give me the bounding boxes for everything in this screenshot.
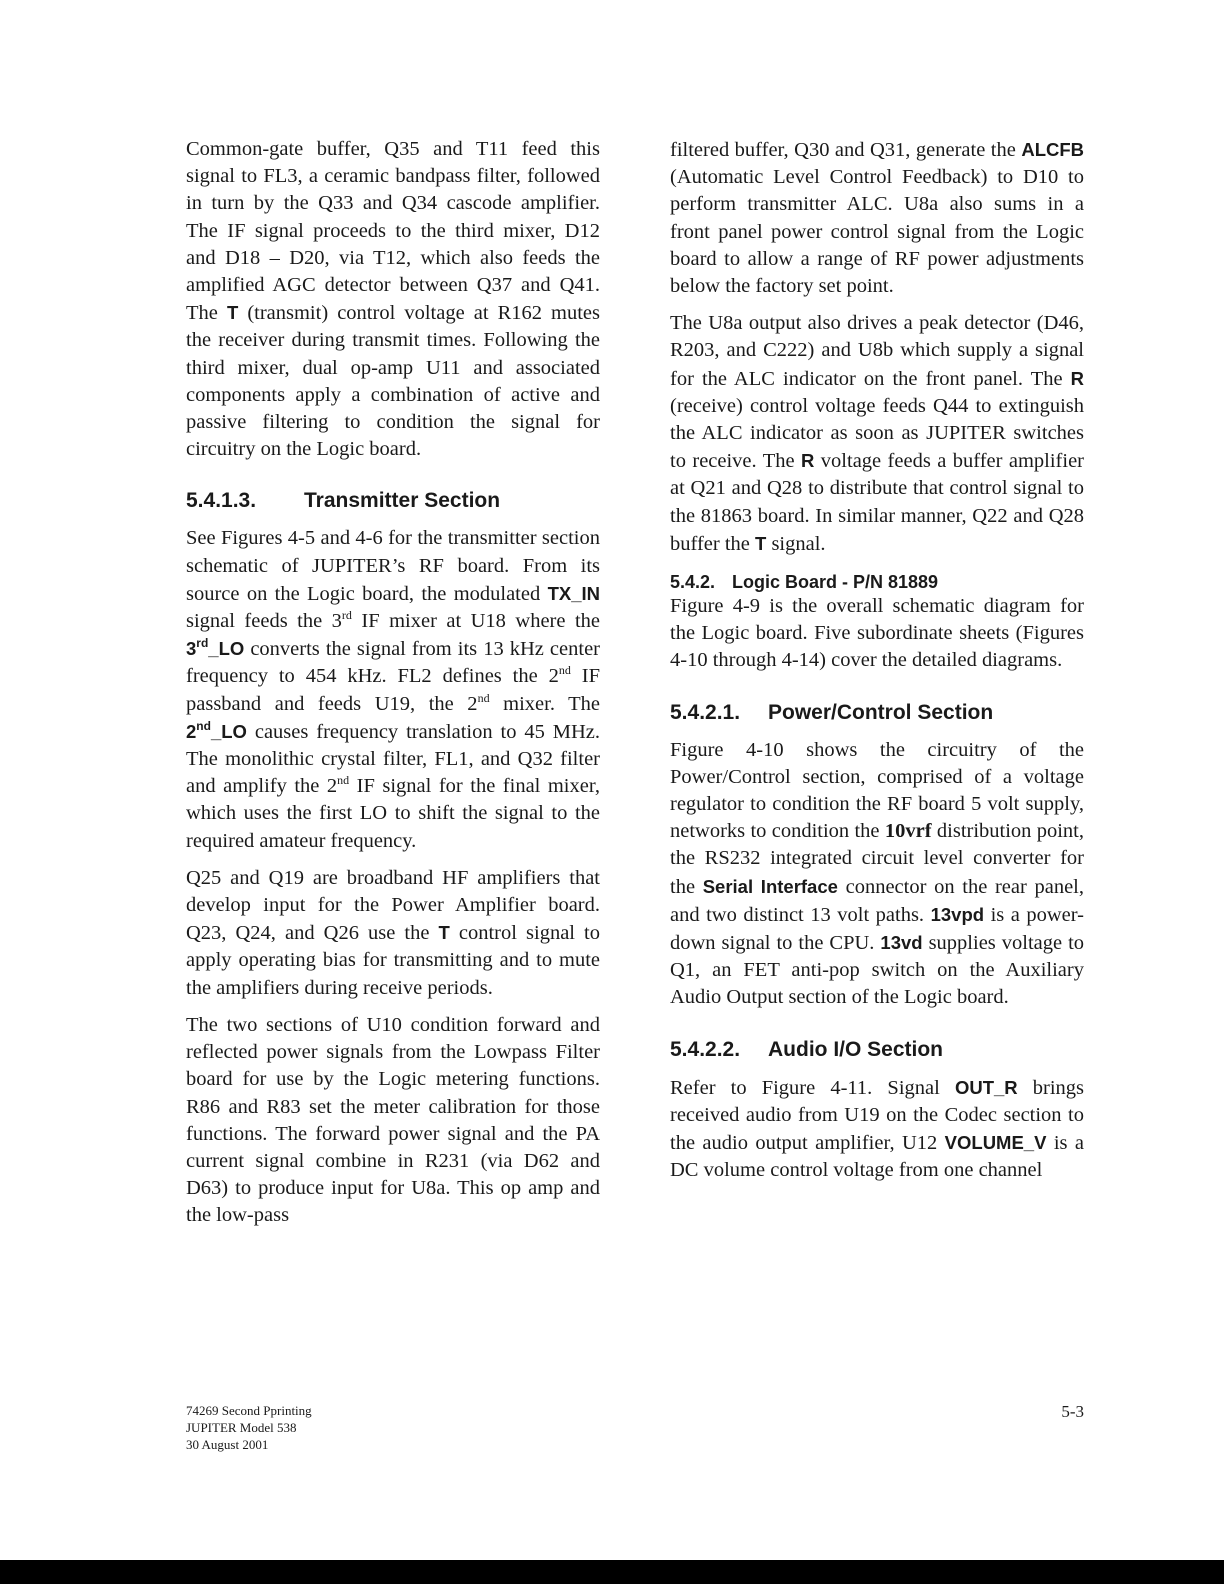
- page-number: 5-3: [1061, 1402, 1084, 1421]
- section-heading-transmitter: 5.4.1.3. Transmitter Section: [186, 489, 501, 513]
- paragraph: Common-gate buffer, Q35 and T11 feed this signal to FL3, a ceramic bandpass filter, followed in turn by the Q33 and Q34 cascode amplifier. The IF signal proceeds to the third mixer, D12 and D18 – D20, via T12, which also feeds the amplified AGC detector between Q37 and Q41. The T (transmit) control voltage at R162 mutes the receiver during transmit times. Following the third mixer, dual op-amp U11 and associated components apply a combination of active and passive filtering to condition the signal for circuitry on the Logic board.: [186, 138, 601, 461]
- paragraph: filtered buffer, Q30 and Q31, generate the ALCFB (Automatic Level Control Feedback) to D10 to perform transmitter ALC. U8a also sums in a front panel power control signal from the Logic board to allow a range of RF power adjustments below the factory set point.: [670, 139, 1085, 298]
- paragraph: Figure 4-9 is the overall schematic diagram for the Logic board. Five subordinate sheets (Figures 4-10 through 4-14) cover the detailed diagrams.: [670, 595, 1084, 672]
- scan-border: [0, 1560, 1224, 1584]
- footer-info: 74269 Second Pprinting JUPITER Model 538 30 August 2001: [186, 1403, 312, 1452]
- paragraph: Q25 and Q19 are broadband HF amplifiers that develop input for the Power Amplifier board. Q23, Q24, and Q26 use the T control signal to apply operating bias for transmitting and to mute the amplifiers during receive periods.: [186, 866, 600, 999]
- paragraph: Figure 4-10 shows the circuitry of the Power/Control section, comprised of a voltage regulator to condition the RF board 5 volt supply, networks to condition the 10vrf distribution point, the RS232 integrated circuit level converter for the Serial Interface connector on the rear panel, and two distinct 13 volt paths. 13vpd is a power-down signal to the CPU. 13vd supplies voltage to Q1, an FET anti-pop switch on the Auxiliary Audio Output section of the Logic board.: [670, 738, 1085, 1009]
- section-heading-power-control: 5.4.2.1. Power/Control Section: [670, 700, 994, 724]
- left-column: [186, 136, 600, 1240]
- paragraph: The two sections of U10 condition forward and reflected power signals from the Lowpass Filter board for use by the Logic metering functions. R86 and R83 set the meter calibration for those functions. The forward power signal and the PA current signal combine in R231 (via D62 and D63) to produce input for U8a. This op amp and the low-pass: [186, 1013, 600, 1227]
- paragraph: The U8a output also drives a peak detector (D46, R203, and C222) and U8b which supply a signal for the ALC indicator on the front panel. The R (receive) control voltage feeds Q44 to extinguish the ALC indicator as soon as JUPITER switches to receive. The R voltage feeds a buffer amplifier at Q21 and Q28 to distribute that control signal to the 81863 board. In similar manner, Q22 and Q28 buffer the T signal.: [670, 312, 1084, 555]
- section-heading-audio-io: 5.4.2.2. Audio I/O Section: [670, 1037, 944, 1061]
- paragraph: Refer to Figure 4-11. Signal OUT_R brings received audio from U19 on the Codec section to the audio output amplifier, U12 VOLUME_V is a DC volume control voltage from one channel: [670, 1076, 1085, 1182]
- right-column: [670, 136, 1084, 1195]
- paragraph: See Figures 4-5 and 4-6 for the transmitter section schematic of JUPITER’s RF board. From its source on the Logic board, the modulated TX_IN signal feeds the 3rd IF mixer at U18 where the 3rd_LO converts the signal from its 13 kHz center frequency to 454 kHz. FL2 defines the 2nd IF passband and feeds U19, the 2nd mixer. The 2nd_LO causes frequency translation to 45 MHz. The monolithic crystal filter, FL1, and Q32 filter and amplify the 2nd IF signal for the final mixer, which uses the first LO to shift the signal to the required amateur frequency.: [186, 527, 601, 852]
- section-heading-logic-board: 5.4.2. Logic Board - P/N 81889: [670, 572, 939, 593]
